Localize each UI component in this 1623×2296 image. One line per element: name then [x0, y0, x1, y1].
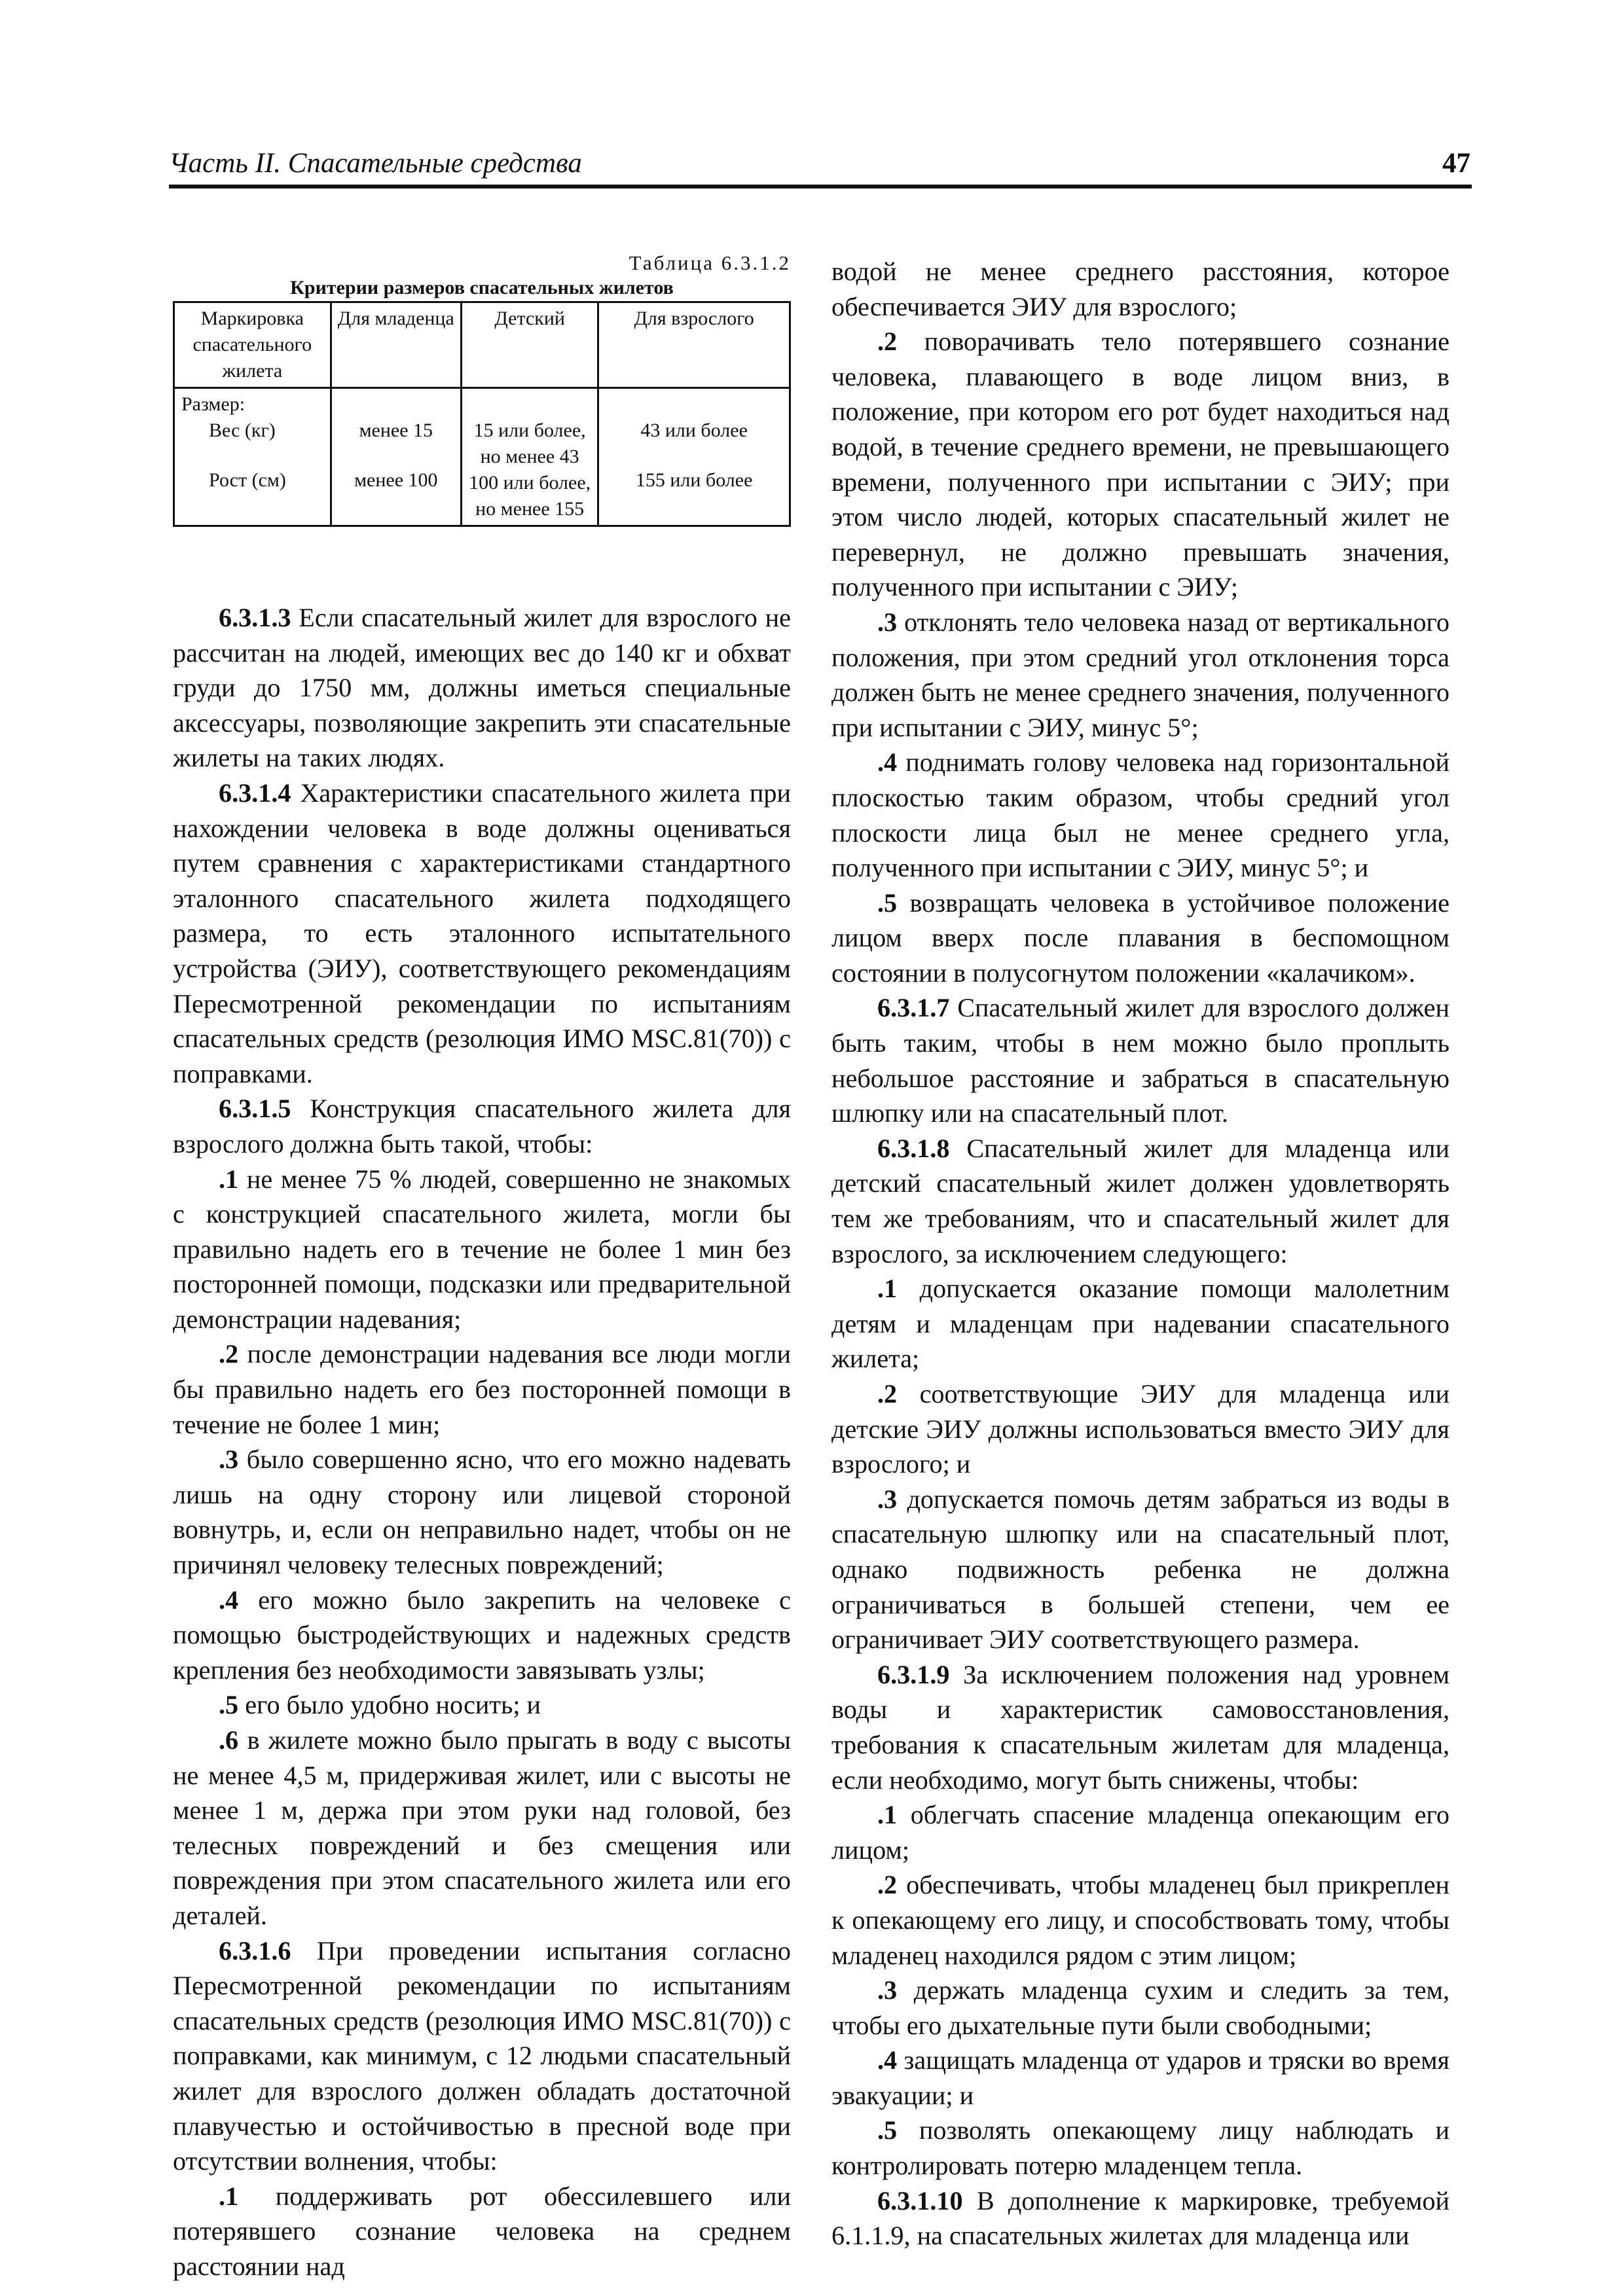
paragraph-text: В дополнение к маркировке, требуемой 6.1.1.9, на спасательных жилетах для младенца или [831, 2185, 1450, 2251]
paragraph-text: облегчать спасение младенца опекающим его лицом; [831, 1800, 1450, 1865]
table-header-cell: Для взрослого [598, 302, 790, 388]
paragraph [831, 886, 1450, 991]
clause-number: .2 [877, 1870, 898, 1900]
page-number: 47 [1442, 148, 1470, 179]
paragraph-text: соответствующие ЭИУ для младенца или детские ЭИУ должны использоваться вместо ЭИУ для взрослого; и [831, 1379, 1450, 1479]
paragraph [831, 1482, 1450, 1657]
paragraph-text: Спасательный жилет для взрослого должен быть таким, чтобы в нем можно было проплыть небольшое расстояние и забраться в спасательную шлюпку или на спасательный плот. [831, 993, 1450, 1128]
paragraph-text: Характеристики спасательного жилета при нахождении человека в воде должны оцениваться путем сравнения с характеристиками стандартного эталонного спасательного жилета подходящего размера, то есть эталонного испытательного устройства (ЭИУ), соответствующего рекомендациям Пересмотренной рекомендации по испытаниям спасательных средств (резолюция ИМО MSC.81(70)) с поправками. [173, 778, 791, 1088]
paragraph-text: допускается оказание помощи малолетним детям и младенцам при надевании спасательного жилета; [831, 1274, 1450, 1374]
child-values [462, 388, 598, 526]
paragraph [173, 1723, 791, 1933]
paragraph-text: не менее 75 % людей, совершенно не знакомых с конструкцией спасательного жилета, могли бы правильно надеть его в течение не более 1 мин без посторонней помощи, подсказки или предварительной демонстрации надевания; [173, 1164, 791, 1334]
paragraph-text: допускается помочь детям забраться из воды в спасательную шлюпку или на спасательный плот, однако подвижность ребенка не должна ограничиваться в большей степени, чем ее ограничивает ЭИУ соответствующего размера. [831, 1484, 1450, 1655]
table-header-cell: Маркировка спасательного жилета [174, 302, 331, 388]
paragraph-text: позволять опекающему лицу наблюдать и контролировать потерю младенцем тепла. [831, 2115, 1450, 2181]
paragraph-text: было совершенно ясно, что его можно надевать лишь на одну сторону или лицевой стороной вовнутрь, и, если он неправильно надет, чтобы он не причинял человеку телесных повреждений; [173, 1444, 791, 1580]
paragraph [173, 1162, 791, 1337]
paragraph [173, 1442, 791, 1582]
paragraph-text: поднимать голову человека над горизонтальной плоскостью таким образом, чтобы средний угол плоскости лица был не менее среднего угла, полученного при испытании с ЭИУ, минус 5°; и [831, 747, 1450, 883]
row-label-weight: Вес (кг) [209, 420, 276, 441]
clause-number: .2 [877, 1379, 898, 1408]
paragraph [831, 745, 1450, 885]
clause-number: 6.3.1.9 [877, 1659, 950, 1689]
paragraph-text: поддерживать рот обессилевшего или потерявшего сознание человека на среднем расстоянии над [173, 2181, 791, 2281]
paragraph [831, 2183, 1450, 2253]
paragraph [831, 1867, 1450, 1973]
paragraph-text: отклонять тело человека назад от вертикального положения, при этом средний угол отклонения торса должен быть не менее среднего значения, полученного при испытании с ЭИУ, минус 5°; [831, 607, 1450, 742]
paragraph [173, 1933, 791, 2179]
size-label: Размер: [181, 393, 246, 415]
clause-number: .3 [877, 607, 898, 637]
clause-number: .1 [877, 1800, 898, 1830]
table-row [174, 388, 790, 526]
paragraph-text: При проведении испытания согласно Пересмотренной рекомендации по испытаниям спасательных средств (резолюция ИМО MSC.81(70)) с поправками, как минимум, с 12 людьми спасательный жилет для взрослого должен обладать достаточной плавучестью и остойчивостью в пресной воде при отсутствии волнения, чтобы: [173, 1935, 791, 2176]
paragraph [831, 1376, 1450, 1482]
paragraph-text: в жилете можно было прыгать в воду с высоты не менее 4,5 м, придерживая жилет, или с высоты не менее 1 м, держа при этом руки над головой, без телесных повреждений и без смещения или повреждения при этом спасательного жилета или его деталей. [173, 1725, 791, 1930]
clause-number: .1 [219, 1164, 239, 1194]
infant-values [331, 388, 461, 526]
clause-number: .5 [877, 888, 898, 918]
paragraph [831, 254, 1450, 324]
paragraph [173, 1687, 791, 1723]
clause-number: .1 [219, 2181, 239, 2211]
clause-number: 6.3.1.10 [877, 2185, 963, 2215]
table-cell: 15 или более, но менее 43 [473, 420, 586, 467]
paragraph-text: держать младенца сухим и следить за тем, чтобы его дыхательные пути были свободными; [831, 1975, 1450, 2040]
paragraph [831, 1973, 1450, 2043]
table-header-row [174, 302, 790, 388]
paragraph [173, 1091, 791, 1161]
page-header [169, 143, 1472, 188]
clause-number: 6.3.1.4 [219, 778, 291, 808]
paragraph [173, 600, 791, 776]
clause-number: 6.3.1.6 [219, 1935, 291, 1965]
clause-number: .4 [877, 2045, 898, 2075]
paragraph-text: поворачивать тело потерявшего сознание человека, плавающего в воде лицом вниз, в положение, при котором его рот будет находиться над водой, в течение среднего времени, не превышающего времени, полученного при испытании с ЭИУ; при этом число людей, которых спасательный жилет не перевернул, не должно превышать значения, полученного при испытании с ЭИУ; [831, 327, 1450, 602]
paragraph [831, 2043, 1450, 2113]
paragraph-text: защищать младенца от ударов и тряски во время эвакуации; и [831, 2045, 1450, 2110]
clause-number: .5 [219, 1690, 239, 1720]
table-cell: менее 15 [359, 420, 433, 441]
adult-values [598, 388, 790, 526]
table-caption: Таблица 6.3.1.2 [629, 251, 791, 274]
paragraph-text: За исключением положения над уровнем воды и характеристик самовосстановления, требования к спасательным жилетам для младенца, если необходимо, могут быть снижены, чтобы: [831, 1659, 1450, 1795]
paragraph [173, 2179, 791, 2284]
paragraph [831, 990, 1450, 1130]
paragraph [831, 1271, 1450, 1376]
paragraph [173, 1583, 791, 1688]
paragraph-text: Конструкция спасательного жилета для взрослого должна быть такой, чтобы: [173, 1094, 791, 1158]
clause-number: .3 [219, 1444, 239, 1475]
clause-number: .5 [877, 2115, 898, 2145]
clause-number: 6.3.1.8 [877, 1133, 950, 1163]
clause-number: .1 [877, 1274, 898, 1304]
paragraph-text: после демонстрации надевания все люди могли бы правильно надеть его без посторонней помощи в течение не более 1 мин; [173, 1339, 791, 1439]
left-paragraphs [173, 600, 791, 2284]
clause-number: 6.3.1.5 [219, 1094, 291, 1124]
clause-number: .2 [219, 1339, 239, 1369]
clause-number: 6.3.1.3 [219, 603, 291, 632]
size-criteria-table [173, 301, 791, 527]
clause-number: .4 [219, 1585, 239, 1615]
row-labels [174, 388, 331, 526]
paragraph-text: Если спасательный жилет для взрослого не рассчитан на людей, имеющих вес до 140 кг и обхват груди до 1750 мм, должны иметься специальные аксессуары, позволяющие закрепить эти спасательные жилеты на таких людях. [173, 603, 791, 773]
paragraph [173, 1336, 791, 1442]
clause-number: .3 [877, 1975, 898, 2005]
paragraph-text: обеспечивать, чтобы младенец был прикреплен к опекающему его лицу, и способствовать тому, чтобы младенец находился рядом с этим лицом; [831, 1870, 1450, 1970]
clause-number: 6.3.1.7 [877, 993, 950, 1023]
clause-number: .2 [877, 327, 898, 357]
running-title: Часть II. Спасательные средства [169, 148, 582, 179]
table-cell: 155 или более [635, 469, 753, 491]
table-cell: 100 или более, но менее 155 [469, 472, 591, 520]
paragraph-text: его было удобно носить; и [238, 1690, 541, 1720]
table-header-cell: Для младенца [331, 302, 461, 388]
paragraph [831, 1131, 1450, 1271]
paragraph [831, 1797, 1450, 1867]
clause-number: .3 [877, 1484, 898, 1514]
paragraph [831, 2113, 1450, 2183]
row-label-height: Рост (см) [209, 469, 286, 491]
paragraph [173, 776, 791, 1091]
table-title: Критерии размеров спасательных жилетов [290, 277, 674, 298]
table-cell: менее 100 [354, 469, 438, 491]
clause-number: .6 [219, 1725, 239, 1755]
paragraph [831, 324, 1450, 605]
clause-number: .4 [877, 747, 898, 778]
right-paragraphs [831, 254, 1450, 2253]
table-cell: 43 или более [640, 420, 748, 441]
paragraph-text: водой не менее среднего расстояния, которое обеспечивается ЭИУ для взрослого; [831, 257, 1450, 321]
paragraph-text: его можно было закрепить на человеке с помощью быстродействующих и надежных средств крепления без необходимости завязывать узлы; [173, 1585, 791, 1685]
paragraph-text: Спасательный жилет для младенца или детский спасательный жилет должен удовлетворять тем же требованиям, что и спасательный жилет для взрослого, за исключением следующего: [831, 1133, 1450, 1268]
paragraph [831, 1657, 1450, 1797]
table-header-cell: Детский [462, 302, 598, 388]
paragraph [831, 605, 1450, 745]
right-column [831, 254, 1450, 2253]
left-column [173, 250, 791, 2284]
paragraph-text: возвращать человека в устойчивое положение лицом вверх после плавания в беспомощном состоянии в полусогнутом положении «калачиком». [831, 888, 1450, 988]
